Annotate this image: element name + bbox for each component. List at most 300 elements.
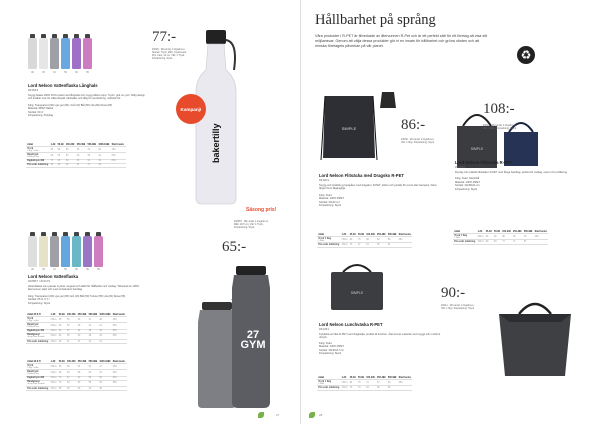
table-cell: 65 bbox=[49, 147, 56, 153]
table-cell: Offert bbox=[341, 386, 348, 389]
table-header-cell: Start kostn. bbox=[398, 233, 412, 236]
table-header-cell: Start kostn. bbox=[534, 230, 548, 233]
color-swatch-bottle bbox=[83, 38, 92, 69]
bottle-title: Lord Nelson Vattenflaska bbox=[28, 274, 79, 279]
table-cell: 51 bbox=[98, 370, 111, 376]
table-header-cell: 100-249 bbox=[66, 313, 76, 316]
table-cell: 75 bbox=[357, 237, 365, 243]
table-cell: 450 bbox=[397, 380, 412, 386]
longneck-packaging: Förpackning: Polybag bbox=[28, 114, 54, 118]
swatch-labels-longneck bbox=[28, 72, 92, 74]
color-swatch-bottle bbox=[61, 236, 70, 267]
longneck-title: Lord Nelson Vattenflaska Långhals bbox=[28, 83, 98, 88]
table-cell: 48 bbox=[87, 329, 98, 333]
swatch-labels-bottle bbox=[28, 269, 103, 271]
table-cell: 63 bbox=[58, 329, 66, 333]
table-cell: 55 bbox=[98, 376, 111, 380]
row-label: Pris exkl. märkning bbox=[454, 240, 476, 243]
price-note-drawstring: #1039 · Min.antal: 1 lingarkt.ex. Vikt: 1 färg. Förpackning: Styck bbox=[401, 138, 435, 145]
price-table-bottle-small bbox=[26, 313, 127, 344]
table-cell: 59 bbox=[376, 386, 387, 390]
drawstring-bag-print: SIMPLE bbox=[341, 126, 357, 131]
bottle-sku: #10857 / #11173 bbox=[28, 279, 51, 283]
felt-bag-color: Färg: Svart, Marinblå bbox=[455, 177, 480, 181]
table-cell: Offert bbox=[49, 333, 57, 339]
felt-bag-print: SIMPLE bbox=[470, 147, 484, 151]
drawstring-material: Material: 100% RPET bbox=[319, 197, 344, 201]
table-cell: 37 bbox=[77, 339, 88, 343]
table-cell: 43 bbox=[97, 153, 110, 159]
table-header-cell: 50-99 bbox=[357, 376, 364, 379]
table-cell: 55 bbox=[56, 147, 64, 153]
table-cell: 45 bbox=[86, 153, 97, 159]
color-swatch-bottle bbox=[50, 38, 59, 69]
table-cell: Offert bbox=[341, 243, 348, 246]
swatch-label: 05 bbox=[42, 72, 45, 74]
price-table-felt-bag bbox=[453, 230, 548, 245]
row-label: Digitaltryck 360 bbox=[26, 329, 49, 333]
table-cell: Offert bbox=[476, 234, 484, 240]
table-cell: 45 bbox=[98, 329, 111, 333]
table-header-cell: 1-24 bbox=[340, 376, 348, 380]
felt-bag-size: Storlek: 40x38x11 cm bbox=[455, 184, 480, 188]
table-cell: 43 bbox=[98, 333, 111, 339]
table-cell: 49 bbox=[97, 159, 110, 163]
table-cell: 77 bbox=[501, 240, 512, 244]
lunch-bag-title: Lord Nelson Lunchväska R-PET bbox=[319, 322, 383, 327]
table-cell bbox=[533, 240, 548, 244]
table-cell: 850 bbox=[112, 376, 127, 380]
intro-text: Våra produkter i R-PET är tillverkade av återvunnen R-Pet och är ett perfekt sätt för ett företag att visa sitt miljöansvar. Genom att välja dessa produkter gör ni en insats för hållbarhet och gröna värden och att minska företagets påverkan på vår planet. bbox=[315, 34, 488, 48]
row-label: Bandtryck Fullfärg 4 färg bbox=[26, 153, 49, 159]
table-header-cell: 100-249 bbox=[65, 143, 75, 146]
table-cell: 49 bbox=[76, 153, 87, 159]
table-cell: 69 bbox=[49, 153, 56, 159]
table-header-cell: 250-499 bbox=[513, 230, 522, 233]
table-header-cell: 1-49 bbox=[49, 360, 57, 364]
table-cell: 52 bbox=[77, 329, 88, 333]
table-cell: 58 bbox=[77, 370, 88, 376]
color-swatch-bottle bbox=[39, 38, 48, 69]
table-cell: 850 bbox=[112, 329, 127, 333]
longneck-desc: Snygg flaska 100% R-Pet plast med långhals och snygg silikon-topp. Tryck i gott om ytor. Stilig design och kvalitet inne för silikonskydd, läcksäker och tålig för användning, märkbar för. bbox=[28, 94, 145, 101]
table-header-cell: 25-49 bbox=[349, 376, 356, 379]
price-table-drawstring bbox=[317, 233, 412, 248]
eco-leaf-icon-right bbox=[309, 412, 315, 418]
table-cell: 90 bbox=[485, 240, 493, 244]
table-row bbox=[26, 163, 126, 167]
lunch-bag-meta bbox=[319, 342, 444, 356]
table-cell: 49 bbox=[56, 163, 64, 167]
color-swatches-bottle bbox=[28, 236, 103, 267]
table-cell: 57 bbox=[66, 329, 77, 333]
bottle-colors: Färg: Transparent (00) Ljus gul (05) Grå (10) Blå (50) Turkos (55) Lila (60) Rosa (65) bbox=[28, 294, 126, 298]
table-cell: 52 bbox=[98, 380, 111, 386]
table-cell: 80 bbox=[512, 234, 523, 240]
table-header-cell: Start kostn. bbox=[112, 360, 126, 363]
table-header-cell: 250-499 bbox=[377, 376, 386, 379]
longneck-material: Material: RPET-flaska bbox=[28, 107, 54, 111]
table-cell: Offert bbox=[50, 340, 57, 343]
recycle-icon: ♻ bbox=[517, 46, 535, 64]
table-cell: Offert bbox=[340, 380, 348, 386]
table-header-cell: 25-49 bbox=[485, 230, 492, 233]
color-swatch-bottle bbox=[28, 236, 37, 267]
table-cell: 37 bbox=[86, 163, 97, 167]
swatch-label: 55 bbox=[75, 269, 78, 271]
table-cell: 41 bbox=[98, 323, 111, 329]
eco-leaf-icon bbox=[258, 412, 264, 418]
table-header-cell: 50-99 bbox=[58, 313, 65, 316]
table-cell bbox=[112, 386, 127, 390]
felt-bag-material: Material: 100% RPET bbox=[455, 180, 480, 184]
drawstring-packaging: Förpackning: Styck bbox=[319, 204, 342, 208]
price-table-longneck bbox=[26, 143, 126, 168]
price-note-felt-bag: #1040 · Min.antal: 1 lingarkt.ex. Vikt: 1 färg. Förpackning: Styck bbox=[483, 124, 517, 131]
swatch-label: 50 bbox=[64, 269, 67, 271]
color-swatches-longneck bbox=[28, 38, 92, 69]
price-table-bottle-large bbox=[26, 360, 127, 391]
color-swatch-bottle bbox=[72, 38, 81, 69]
table-cell: 45 bbox=[58, 339, 66, 343]
table-cell: Offert bbox=[49, 370, 57, 376]
bottle-desc: Vattenflaska som passar mycket i augusti och alltid för hållbarhet och vardag. Tillverkad av 100% återvunnen plast och med ett bekvämt handtag. bbox=[28, 285, 140, 292]
table-header-cell: Antal bbox=[26, 143, 49, 147]
row-label: Pris exkl. märkning bbox=[318, 243, 340, 246]
longneck-size: Storlek: 60 cl bbox=[28, 110, 43, 114]
table-cell: 55 bbox=[387, 386, 398, 390]
table-cell: 51 bbox=[86, 159, 97, 163]
lunch-bag-image bbox=[325, 262, 389, 312]
table-header-cell: Start kostn. bbox=[398, 376, 412, 379]
table-cell: 53 bbox=[65, 153, 76, 159]
drawstring-title: Lord Nelson Flitsäcka med Dragsko R-PET bbox=[319, 173, 404, 178]
table-cell: 42 bbox=[86, 147, 97, 153]
price-table-lunch-bag bbox=[317, 376, 412, 391]
table-cell: 82 bbox=[349, 237, 357, 243]
table-cell: Offert bbox=[477, 240, 484, 243]
table-header-cell: 50-99 bbox=[58, 360, 65, 363]
table-header-cell: Antal bbox=[453, 230, 476, 234]
table-header-cell: Start kostn. bbox=[112, 313, 126, 316]
table-header-cell: 1-24 bbox=[476, 230, 484, 234]
table-cell: 54 bbox=[77, 364, 88, 370]
table-cell: 55 bbox=[49, 163, 56, 167]
drawstring-info bbox=[319, 173, 437, 207]
drawstring-desc: Snygg och praktisk gympapåse med dragsko i R-PET, stilren och perfekt för event eller kampanj. Flera färger finns tillgängliga. bbox=[319, 184, 437, 191]
table-row bbox=[317, 386, 412, 390]
table-header-cell: 1000-1999 bbox=[99, 360, 111, 363]
drawstring-size: Storlek: 33x42 cm bbox=[319, 200, 340, 204]
row-label: Tryck 1 färg 1 ställe bbox=[317, 237, 340, 243]
color-swatch-bottle bbox=[61, 38, 70, 69]
table-cell: 67 bbox=[66, 376, 77, 380]
table-header-cell: 100-249 bbox=[66, 360, 76, 363]
lunch-bag-material: Material: 100% RPET bbox=[319, 345, 344, 349]
table-cell: 650 bbox=[112, 370, 127, 376]
season-price-tag: Säsong pris! bbox=[246, 207, 277, 213]
row-label: Tryck 1 färg 1 ställe bbox=[26, 317, 49, 323]
table-cell: 550 bbox=[112, 333, 127, 339]
table-cell: 64 bbox=[66, 380, 77, 386]
lunch-bag-sku: #31251 bbox=[319, 327, 330, 331]
table-cell: 65 bbox=[58, 364, 66, 370]
table-cell: 63 bbox=[387, 380, 398, 386]
table-cell: 64 bbox=[365, 386, 376, 390]
row-label: Pris exkl. märkning bbox=[318, 386, 340, 389]
table-cell: 55 bbox=[87, 380, 98, 386]
table-cell: 45 bbox=[65, 163, 76, 167]
table-header-cell: 100-249 bbox=[366, 376, 375, 379]
table-header-cell: 1-24 bbox=[340, 233, 348, 237]
table-header-cell: Antal till 0,7l bbox=[26, 313, 49, 317]
color-swatch-bottle bbox=[28, 38, 37, 69]
campaign-badge: Kampanj! bbox=[176, 94, 206, 124]
table-cell: Offert bbox=[49, 364, 57, 370]
page-heading: Hållbarhet på språng bbox=[315, 12, 436, 28]
row-label: Tryck 1 färg 1 ställe bbox=[26, 147, 49, 153]
table-header-cell: 1-49 bbox=[49, 313, 57, 317]
swatch-label: 65 bbox=[86, 72, 89, 74]
table-cell: 31 bbox=[98, 339, 111, 343]
table-header-cell: Antal bbox=[317, 233, 340, 237]
price-note-longneck: #1036 · Min.antal: 1 lingarkt.ex. Storlek: Tryck, Mått: Tryckmetod, Pris: Fast, 10 cm, Vikt: 1 Tryck, Förpackning: Styck bbox=[152, 48, 187, 61]
table-cell: 65 bbox=[56, 159, 64, 163]
felt-bag-sku: #31210 bbox=[455, 165, 466, 169]
table-cell: 46 bbox=[77, 386, 88, 390]
table-cell: 71 bbox=[512, 240, 523, 244]
table-cell: 34 bbox=[87, 339, 98, 343]
felt-bag-packaging: Förpackning: Styck bbox=[455, 187, 478, 191]
table-cell: 42 bbox=[87, 386, 98, 390]
table-cell: 63 bbox=[66, 370, 77, 376]
table-header-cell: 100-249 bbox=[366, 233, 375, 236]
color-swatch-bottle bbox=[72, 236, 81, 267]
table-cell: 44 bbox=[87, 323, 98, 329]
table-cell: 47 bbox=[98, 364, 111, 370]
table-cell: 50 bbox=[66, 317, 77, 323]
swatch-label: 05 bbox=[42, 269, 45, 271]
bottle-meta bbox=[28, 295, 148, 305]
lunch-bag-info bbox=[319, 322, 444, 355]
price-drawstring: 86:- bbox=[401, 117, 426, 133]
table-cell: 50 bbox=[66, 386, 77, 390]
longneck-info bbox=[28, 83, 148, 117]
lunch-bag-packaging: Förpackning: Styck bbox=[319, 352, 342, 356]
table-row bbox=[453, 240, 548, 244]
lunch-bag-color: Färg: Svart bbox=[319, 341, 332, 345]
row-label: Tryck 1 färg 1 ställe bbox=[317, 380, 340, 386]
color-swatch-bottle bbox=[83, 236, 92, 267]
table-cell: 70 bbox=[357, 386, 365, 390]
bottle-info bbox=[28, 274, 148, 305]
swatch-label: 65 bbox=[97, 269, 100, 271]
table-cell: 850 bbox=[110, 159, 125, 163]
table-row bbox=[317, 243, 412, 247]
price-felt-bag: 108:- bbox=[483, 101, 515, 117]
table-cell: Offert bbox=[340, 237, 348, 243]
table-cell: 650 bbox=[112, 323, 127, 329]
table-cell: 59 bbox=[58, 323, 66, 329]
table-header-cell: Antal bbox=[317, 376, 340, 380]
gym-bottle-print: 27 GYM bbox=[240, 329, 266, 351]
table-cell: 67 bbox=[523, 240, 534, 244]
table-cell bbox=[397, 386, 412, 390]
swatch-label: 00 bbox=[31, 72, 34, 74]
table-cell: 50 bbox=[87, 364, 98, 370]
row-label: Pris exkl. märkning bbox=[27, 164, 49, 167]
table-cell: 73 bbox=[58, 376, 66, 380]
table-cell: 62 bbox=[376, 237, 387, 243]
table-cell: 74 bbox=[349, 243, 357, 247]
table-cell: 58 bbox=[387, 237, 398, 243]
felt-bag-title: Lord Nelson Filtväska R-PET bbox=[455, 160, 513, 165]
table-cell: Offert bbox=[49, 380, 57, 386]
lunch-bag-print: SIMPLE bbox=[350, 291, 364, 295]
price-note-lunch-bag: #1041 · Min.antal: 1 lingarkt.ex. Vikt: 1 färg. Förpackning: Styck bbox=[441, 304, 475, 311]
table-cell: 76 bbox=[349, 386, 357, 390]
table-header-cell: 500-999 bbox=[88, 360, 98, 363]
bottle-size: Storlek: 65 cl, 0,7 l bbox=[28, 298, 50, 302]
table-cell: 59 bbox=[77, 380, 88, 386]
row-label: Bandgravyr Gravyr efter förstärkt bbox=[26, 380, 49, 386]
felt-bag-desc: Rymlig och praktisk filtväska i R-PET med långa handtag, perfekt för vardag, event och profilering. bbox=[455, 171, 568, 174]
table-header-cell: 1-49 bbox=[50, 143, 56, 146]
table-cell: 450 bbox=[397, 237, 412, 243]
table-header-cell: 500-999 bbox=[387, 233, 397, 236]
table-cell: Offert bbox=[50, 387, 57, 390]
table-cell: 59 bbox=[66, 364, 77, 370]
swatch-label: 00 bbox=[31, 269, 34, 271]
table-cell: 70 bbox=[58, 380, 66, 386]
page-number-left: 27 bbox=[276, 413, 280, 417]
lunch-bag-size: Storlek: 30x20x17 cm bbox=[319, 348, 344, 352]
table-cell: 86 bbox=[501, 234, 512, 240]
table-cell: 55 bbox=[58, 317, 66, 323]
table-cell: 58 bbox=[87, 376, 98, 380]
price-note-bottle: #10857 · Min.antal: 1 lingarkt.ex. Mått: 20,5 cm, Vikt: 1 Tryck, Förpackning: Styck bbox=[234, 220, 269, 230]
table-cell: 69 bbox=[58, 370, 66, 376]
drawstring-color: Färg: Svart bbox=[319, 193, 332, 197]
table-header-cell: 1000-1999 bbox=[98, 143, 110, 146]
felt-bag-info bbox=[455, 160, 573, 191]
price-bottle: 65:- bbox=[222, 239, 247, 255]
row-label: Tryck 1 färg 1 ställe bbox=[26, 364, 49, 370]
table-cell: 450 bbox=[533, 234, 548, 240]
swatch-label: 60 bbox=[75, 72, 78, 74]
row-label: Bandtryck Fullfärg 4 färg bbox=[26, 370, 49, 376]
table-cell: 72 bbox=[365, 380, 376, 386]
table-cell: 51 bbox=[387, 243, 398, 247]
row-label: Pris exkl. märkning bbox=[27, 387, 49, 390]
color-swatch-bottle bbox=[94, 236, 103, 267]
table-header-cell: 50-99 bbox=[357, 233, 364, 236]
table-row bbox=[26, 339, 127, 343]
table-header-cell: 25-49 bbox=[349, 233, 356, 236]
table-cell: 83 bbox=[493, 240, 501, 244]
table-header-cell: 250-499 bbox=[76, 143, 86, 146]
row-label: Tryck 1 färg 1 ställe bbox=[453, 234, 476, 240]
price-lunch-bag: 90:- bbox=[441, 285, 466, 301]
table-cell: 55 bbox=[76, 159, 87, 163]
table-cell: 40 bbox=[97, 147, 110, 153]
table-cell bbox=[112, 339, 127, 343]
table-header-cell: 50-99 bbox=[57, 143, 64, 146]
table-cell: 38 bbox=[98, 317, 111, 323]
table-cell: Offert bbox=[49, 323, 57, 329]
table-cell: 68 bbox=[365, 237, 376, 243]
table-header-cell: 500-999 bbox=[87, 143, 96, 146]
table-cell: 46 bbox=[87, 333, 98, 339]
table-cell: 67 bbox=[357, 243, 365, 247]
table-cell: 48 bbox=[77, 323, 88, 329]
table-cell: 50 bbox=[65, 147, 76, 153]
row-label: Pris exkl. märkning bbox=[27, 340, 49, 343]
row-label: Digitaltryck 360 bbox=[26, 376, 49, 380]
table-cell: 55 bbox=[66, 333, 77, 339]
table-cell: 92 bbox=[493, 234, 501, 240]
lunch-bag-angle-image bbox=[493, 300, 577, 378]
table-cell bbox=[110, 163, 125, 167]
table-header-cell: Antal till 0,7l bbox=[26, 360, 49, 364]
drawstring-bag-image bbox=[319, 88, 379, 162]
table-cell: 99 bbox=[485, 234, 493, 240]
table-cell: 62 bbox=[77, 376, 88, 380]
drawstring-meta bbox=[319, 194, 437, 208]
table-cell: Offert bbox=[49, 317, 57, 323]
table-cell: 84 bbox=[349, 380, 357, 386]
color-swatch-bottle bbox=[39, 236, 48, 267]
lunch-bag-desc: Kylväska av filtat R-PET med dragkedja, perfekt till lunchen. Återvunnet material med snyggt och modernt uttryck. bbox=[319, 333, 441, 340]
longneck-meta bbox=[28, 104, 148, 118]
table-cell: 450 bbox=[112, 364, 127, 370]
bottle-packaging: Förpackning: Styck bbox=[28, 301, 51, 305]
table-cell: 450 bbox=[112, 317, 127, 323]
table-cell: 75 bbox=[49, 159, 56, 163]
table-cell: 76 bbox=[523, 234, 534, 240]
price-longneck: 77:- bbox=[152, 29, 177, 45]
table-cell: 550 bbox=[112, 380, 127, 386]
longneck-sku: #31543 bbox=[28, 88, 39, 92]
table-header-cell: 500-999 bbox=[88, 313, 98, 316]
table-cell: 67 bbox=[376, 380, 387, 386]
table-header-cell: Start kostn. bbox=[111, 143, 125, 146]
table-cell: 46 bbox=[76, 147, 87, 153]
table-cell: Offert bbox=[50, 330, 57, 333]
table-cell: 61 bbox=[365, 243, 376, 247]
row-label: Digitaltryck 360 bbox=[26, 159, 49, 163]
bag-detail-image bbox=[379, 88, 397, 110]
table-cell: 55 bbox=[58, 386, 66, 390]
row-label: Bandgravyr Gravyr efter förstärkt bbox=[26, 333, 49, 339]
page-number-right: 28 bbox=[319, 413, 323, 417]
longneck-bottle-print: bakertilly bbox=[211, 123, 221, 163]
drawstring-sku: #31201 bbox=[319, 178, 330, 182]
table-row bbox=[26, 386, 127, 390]
table-header-cell: 250-499 bbox=[377, 233, 386, 236]
table-cell: 41 bbox=[76, 163, 87, 167]
table-header-cell: 100-249 bbox=[502, 230, 511, 233]
color-swatch-bottle bbox=[50, 236, 59, 267]
table-header-cell: 250-499 bbox=[77, 313, 87, 316]
felt-bag-meta bbox=[455, 177, 573, 191]
table-cell: 35 bbox=[97, 163, 110, 167]
swatch-label: 60 bbox=[86, 269, 89, 271]
table-cell: 450 bbox=[110, 147, 125, 153]
table-cell: 60 bbox=[58, 333, 66, 339]
table-cell: 41 bbox=[87, 317, 98, 323]
right-page bbox=[300, 0, 600, 424]
